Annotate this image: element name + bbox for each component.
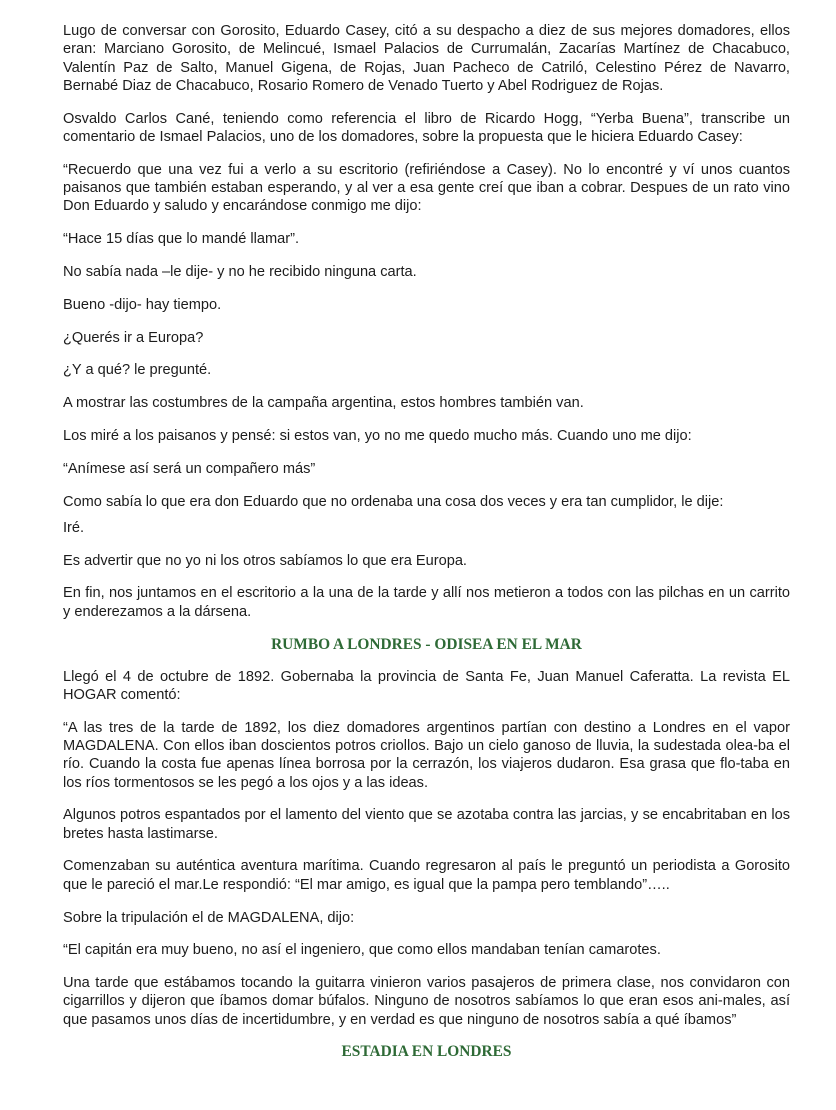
paragraph-dialogue: A mostrar las costumbres de la campaña argentina, estos hombres también van. bbox=[63, 395, 584, 412]
paragraph-palacios-quote: “Recuerdo que una vez fui a verlo a su escritorio (refiriéndose a Casey). No lo encontré y ví unos cuantos paisanos que también estaban esperando, y al ver a esa gente creí que iban a cobrar. Despues de un rato vino Don Eduardo y saludo y encarándose conmigo me dijo: bbox=[63, 161, 790, 215]
paragraph-domadores-list: Lugo de conversar con Gorosito, Eduardo Casey, citó a su despacho a diez de sus mejores domadores, ellos eran: Marciano Gorosito, de Melincué, Ismael Palacios de Currumalán, Zacarías Martínez de Chacabuco, Valentín Paz de Salto, Manuel Gigena, de Rojas, Juan Pacheco de Catriló, Celestino Pérez de Navarro, Bernabé Diaz de Chacabuco, Rosario Romero de Venado Tuerto y Abel Rodriguez de Rojas. bbox=[63, 23, 790, 94]
paragraph-potros: Algunos potros espantados por el lamento del viento que se azotaba contra las jarcias, y se encabritaban en los bretes hasta lastimarse. bbox=[63, 807, 790, 842]
section-heading-rumbo-a-londres: RUMBO A LONDRES - ODISEA EN EL MAR bbox=[271, 635, 582, 653]
paragraph-dialogue: ¿Y a qué? le pregunté. bbox=[63, 362, 212, 379]
paragraph-darsena: En fin, nos juntamos en el escritorio a la una de la tarde y allí nos metieron a todos con las pilchas en un carrito y enderezamos a la dársena. bbox=[63, 585, 790, 620]
paragraph-dialogue: Como sabía lo que era don Eduardo que no ordenaba una cosa dos veces y era tan cumplidor, le dije: bbox=[63, 493, 724, 510]
paragraph-dialogue: Bueno -dijo- hay tiempo. bbox=[63, 296, 222, 313]
document-page bbox=[63, 22, 790, 1075]
paragraph-dialogue: “Anímese así será un compañero más” bbox=[63, 460, 316, 477]
paragraph-dialogue: “Hace 15 días que lo mandé llamar”. bbox=[63, 231, 300, 248]
paragraph-aventura-maritima: Comenzaban su auténtica aventura marítima. Cuando regresaron al país le preguntó un periodista a Gorosito que le pareció el mar.Le respondió: “El mar amigo, es igual que la pampa pero temblando”….. bbox=[63, 858, 790, 893]
paragraph-tripulacion: Sobre la tripulación el de MAGDALENA, dijo: bbox=[63, 909, 355, 926]
paragraph-dialogue: Iré. bbox=[63, 519, 85, 536]
paragraph-dialogue: ¿Querés ir a Europa? bbox=[63, 329, 204, 346]
paragraph-bufalos: Una tarde que estábamos tocando la guitarra vinieron varios pasajeros de primera clase, nos convidaron con cigarrillos y dijeron que íbamos domar búfalos. Ninguno de nosotros sabíamos lo que eran esos ani-males, así que pasamos unos días de incertidumbre, y en verdad es que ninguno de nosotros sabía a qué íbamos” bbox=[63, 975, 790, 1028]
paragraph-cane-reference: Osvaldo Carlos Cané, teniendo como referencia el libro de Ricardo Hogg, “Yerba Buena”, transcribe un comentario de Ismael Palacios, uno de los domadores, sobre la propuesta que le hiciera Eduardo Casey: bbox=[63, 110, 790, 145]
section-heading-estadia-en-londres: ESTADIA EN LONDRES bbox=[341, 1043, 512, 1061]
paragraph-dialogue: Es advertir que no yo ni los otros sabíamos lo que era Europa. bbox=[63, 552, 467, 569]
paragraph-dialogue: No sabía nada –le dije- y no he recibido ninguna carta. bbox=[63, 263, 417, 280]
paragraph-dialogue: Los miré a los paisanos y pensé: si estos van, yo no me quedo mucho más. Cuando uno me dijo: bbox=[63, 427, 692, 444]
paragraph-capitan: “El capitán era muy bueno, no así el ingeniero, que como ellos mandaban tenían camarotes. bbox=[63, 942, 661, 959]
paragraph-el-hogar-quote: “A las tres de la tarde de 1892, los diez domadores argentinos partían con destino a Londres en el vapor MAGDALENA. Con ellos iban doscientos potros criollos. Bajo un cielo ganoso de lluvia, la sudestada olea-ba el río. Cuando la costa fue apenas línea borrosa por la cerrazón, los viajeros dudaron. Esa grasa que flo-taba en los ríos tormentosos se les pegó a los ojos y a las ideas. bbox=[63, 719, 790, 791]
paragraph-octubre-1892: Llegó el 4 de octubre de 1892. Gobernaba la provincia de Santa Fe, Juan Manuel Caferatta. La revista EL HOGAR comentó: bbox=[63, 668, 790, 703]
